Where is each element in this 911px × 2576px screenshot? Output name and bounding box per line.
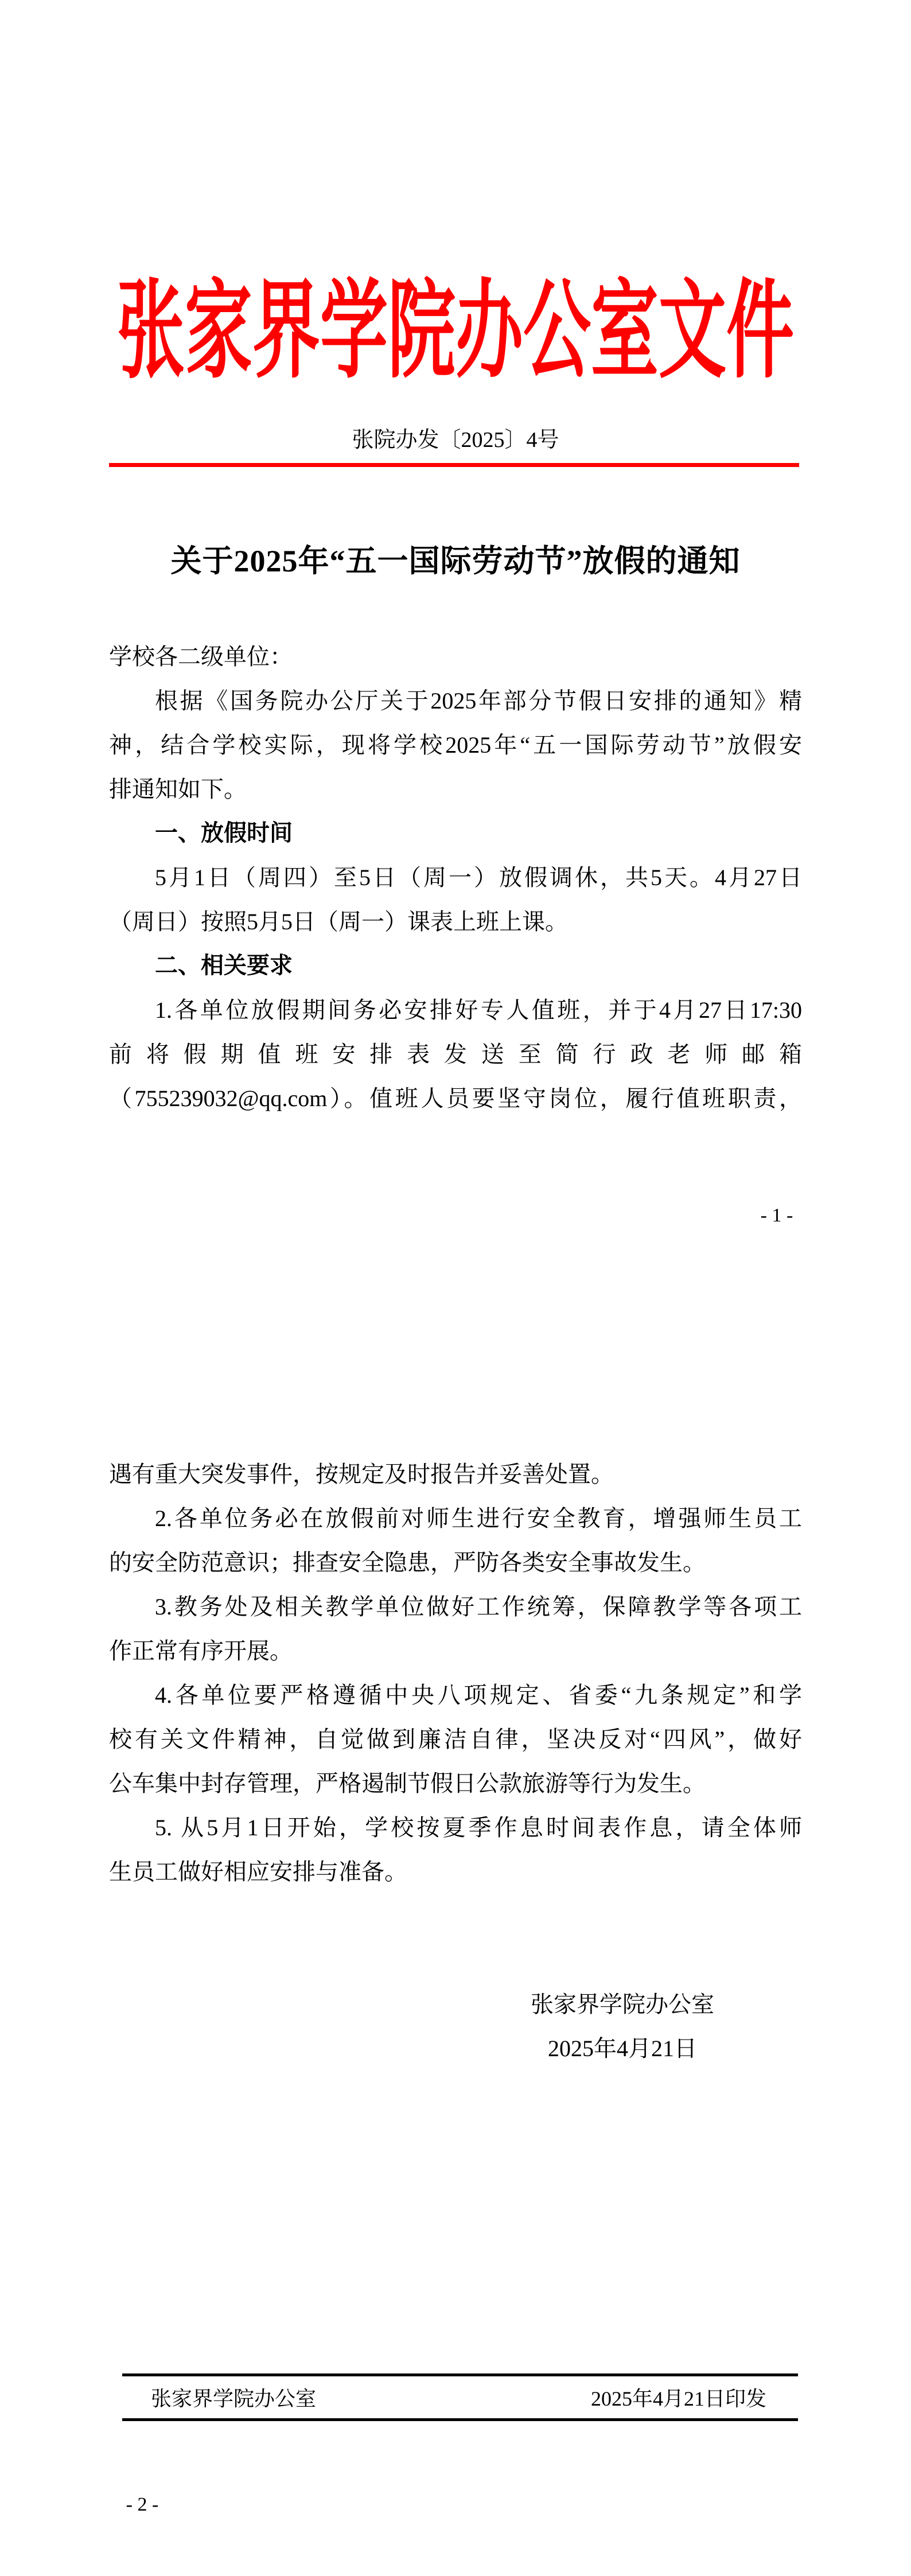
colophon-print-date: 2025年4月21日印发 [590,2387,766,2410]
page-number-1: - 1 - [760,1205,793,1226]
red-divider-rule [109,463,799,467]
doc-number: 张院办发〔2025〕4号 [352,428,559,452]
doc-line: 4.各单位要严格遵循中央八项规定、省委“九条规定”和学 [155,1682,802,1708]
doc-line: 神，结合学校实际，现将学校2025年“五一国际劳动节”放假安 [109,732,802,758]
doc-line: 学校各二级单位： [109,644,293,670]
doc-line: 排通知如下。 [109,776,247,802]
doc-line: （755239032@qq.com）。值班人员要坚守岗位，履行值班职责， [109,1085,802,1111]
doc-line: （周日）按照5月5日（周一）课表上班上课。 [109,909,568,935]
doc-line: 5. 从5月1日开始，学校按夏季作息时间表作息，请全体师 [155,1815,802,1840]
doc-line: 的安全防范意识；排查安全隐患，严防各类安全事故发生。 [109,1550,706,1575]
doc-line: 根据《国务院办公厅关于2025年部分节假日安排的通知》精 [155,688,802,714]
doc-line: 作正常有序开展。 [109,1638,293,1664]
doc-line: 前将假期值班安排表发送至简行政老师邮箱 [109,1041,802,1067]
colophon-footer [122,2373,798,2421]
doc-line: 3.教务处及相关教学单位做好工作统筹，保障教学等各项工 [155,1594,802,1620]
masthead [0,268,911,391]
doc-line: 公车集中封存管理，严格遏制节假日公款旅游等行为发生。 [109,1770,706,1796]
masthead-org-title: 张家界学院办公室文件 [116,272,794,391]
doc-line: 5月1日（周四）至5日（周一）放假调休，共5天。4月27日 [155,865,802,890]
signature-block [493,1982,752,2071]
page-number-2: - 2 - [126,2494,159,2515]
signature-org: 张家界学院办公室 [531,1991,714,2017]
signature-date: 2025年4月21日 [548,2036,697,2061]
doc-line: 一、放假时间 [155,820,293,846]
doc-line: 1.各单位放假期间务必安排好专人值班，并于4月27日17:30 [155,997,802,1023]
doc-line: 遇有重大突发事件，按规定及时报告并妥善处置。 [109,1461,614,1487]
doc-line: 生员工做好相应安排与准备。 [109,1859,407,1885]
document-title: 关于2025年“五一国际劳动节”放假的通知 [170,544,741,578]
doc-line: 2.各单位务必在放假前对师生进行安全教育，增强师生员工 [155,1505,802,1531]
doc-line: 校有关文件精神，自觉做到廉洁自律，坚决反对“四风”，做好 [109,1726,802,1752]
page1-body-text [109,635,802,1120]
doc-line: 二、相关要求 [155,953,293,978]
colophon-issuer: 张家界学院办公室 [151,2387,317,2410]
page2-body-text [109,1452,802,1894]
